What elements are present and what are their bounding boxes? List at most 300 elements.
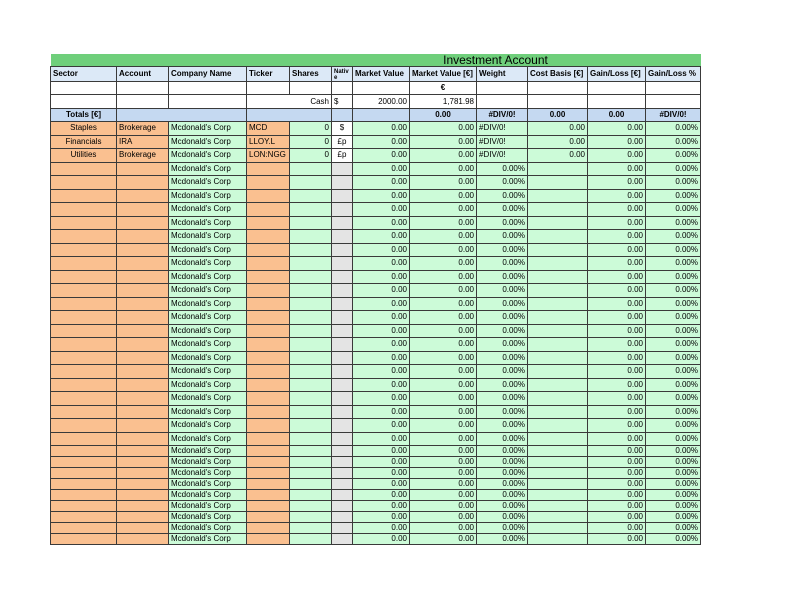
market-value-cell[interactable]: 0.00 (353, 378, 410, 392)
market-value-cell[interactable]: 0.00 (353, 257, 410, 271)
market-value-eur-cell[interactable]: 0.00 (410, 270, 477, 284)
account-cell[interactable] (117, 162, 169, 176)
header-market-value-eur[interactable]: Market Value [€] (410, 67, 477, 82)
company-cell[interactable]: Mcdonald's Corp (169, 149, 247, 163)
cost-basis-cell[interactable] (528, 479, 588, 490)
company-cell[interactable]: Mcdonald's Corp (169, 457, 247, 468)
cost-basis-cell[interactable] (528, 189, 588, 203)
company-cell[interactable]: Mcdonald's Corp (169, 189, 247, 203)
account-cell[interactable] (117, 446, 169, 457)
cost-basis-cell[interactable] (528, 468, 588, 479)
weight-cell[interactable]: 0.00% (477, 243, 528, 257)
account-cell[interactable] (117, 523, 169, 534)
sector-cell[interactable] (51, 284, 117, 298)
currency-cell[interactable]: $ (332, 122, 353, 136)
market-value-cell[interactable]: 0.00 (353, 338, 410, 352)
weight-cell[interactable]: 0.00% (477, 392, 528, 406)
shares-cell[interactable] (290, 243, 332, 257)
shares-cell[interactable] (290, 257, 332, 271)
gain-loss-pct-cell[interactable]: 0.00% (646, 392, 701, 406)
account-cell[interactable] (117, 230, 169, 244)
ticker-cell[interactable] (247, 490, 290, 501)
currency-cell[interactable] (332, 162, 353, 176)
account-cell[interactable] (117, 392, 169, 406)
sector-cell[interactable] (51, 419, 117, 433)
ticker-cell[interactable] (247, 523, 290, 534)
cost-basis-cell[interactable] (528, 419, 588, 433)
market-value-eur-cell[interactable]: 0.00 (410, 189, 477, 203)
company-cell[interactable]: Mcdonald's Corp (169, 446, 247, 457)
ticker-cell[interactable] (247, 284, 290, 298)
company-cell[interactable]: Mcdonald's Corp (169, 176, 247, 190)
market-value-eur-cell[interactable]: 0.00 (410, 392, 477, 406)
cell[interactable] (353, 109, 410, 122)
sector-cell[interactable] (51, 297, 117, 311)
cost-basis-cell[interactable] (528, 365, 588, 379)
market-value-cell[interactable]: 0.00 (353, 203, 410, 217)
account-cell[interactable] (117, 257, 169, 271)
gain-loss-pct-cell[interactable]: 0.00% (646, 446, 701, 457)
currency-cell[interactable] (332, 284, 353, 298)
weight-cell[interactable]: 0.00% (477, 203, 528, 217)
company-cell[interactable]: Mcdonald's Corp (169, 365, 247, 379)
gain-loss-pct-cell[interactable]: 0.00% (646, 176, 701, 190)
company-cell[interactable]: Mcdonald's Corp (169, 270, 247, 284)
market-value-cell[interactable]: 0.00 (353, 457, 410, 468)
market-value-eur-cell[interactable]: 0.00 (410, 135, 477, 149)
shares-cell[interactable] (290, 501, 332, 512)
market-value-cell[interactable]: 0.00 (353, 284, 410, 298)
market-value-eur-cell[interactable]: 0.00 (410, 378, 477, 392)
ticker-cell[interactable] (247, 501, 290, 512)
currency-cell[interactable] (332, 378, 353, 392)
currency-cell[interactable] (332, 338, 353, 352)
company-cell[interactable]: Mcdonald's Corp (169, 534, 247, 545)
company-cell[interactable]: Mcdonald's Corp (169, 257, 247, 271)
ticker-cell[interactable]: LON:NGG (247, 149, 290, 163)
totals-gain-loss-pct[interactable]: #DIV/0! (646, 109, 701, 122)
weight-cell[interactable]: 0.00% (477, 216, 528, 230)
gain-loss-pct-cell[interactable]: 0.00% (646, 405, 701, 419)
market-value-eur-cell[interactable]: 0.00 (410, 149, 477, 163)
gain-loss-cell[interactable]: 0.00 (588, 135, 646, 149)
currency-cell[interactable] (332, 257, 353, 271)
gain-loss-cell[interactable]: 0.00 (588, 432, 646, 446)
account-cell[interactable] (117, 216, 169, 230)
gain-loss-pct-cell[interactable]: 0.00% (646, 162, 701, 176)
sector-cell[interactable] (51, 338, 117, 352)
cost-basis-cell[interactable] (528, 534, 588, 545)
company-cell[interactable]: Mcdonald's Corp (169, 297, 247, 311)
sector-cell[interactable] (51, 216, 117, 230)
weight-cell[interactable]: 0.00% (477, 534, 528, 545)
company-cell[interactable]: Mcdonald's Corp (169, 351, 247, 365)
ticker-cell[interactable] (247, 351, 290, 365)
weight-cell[interactable]: 0.00% (477, 230, 528, 244)
gain-loss-cell[interactable]: 0.00 (588, 297, 646, 311)
market-value-eur-cell[interactable]: 0.00 (410, 338, 477, 352)
account-cell[interactable]: Brokerage (117, 122, 169, 136)
cell[interactable] (588, 82, 646, 95)
shares-cell[interactable] (290, 446, 332, 457)
company-cell[interactable]: Mcdonald's Corp (169, 512, 247, 523)
company-cell[interactable]: Mcdonald's Corp (169, 338, 247, 352)
cost-basis-cell[interactable] (528, 432, 588, 446)
ticker-cell[interactable] (247, 203, 290, 217)
cost-basis-cell[interactable] (528, 243, 588, 257)
cell[interactable] (528, 95, 588, 109)
market-value-cell[interactable]: 0.00 (353, 490, 410, 501)
cell[interactable] (353, 82, 410, 95)
gain-loss-cell[interactable]: 0.00 (588, 324, 646, 338)
account-cell[interactable] (117, 405, 169, 419)
gain-loss-cell[interactable]: 0.00 (588, 216, 646, 230)
shares-cell[interactable] (290, 392, 332, 406)
account-cell[interactable] (117, 176, 169, 190)
currency-cell[interactable] (332, 311, 353, 325)
shares-cell[interactable]: 0 (290, 135, 332, 149)
cost-basis-cell[interactable] (528, 176, 588, 190)
ticker-cell[interactable] (247, 479, 290, 490)
company-cell[interactable]: Mcdonald's Corp (169, 203, 247, 217)
account-cell[interactable] (117, 311, 169, 325)
shares-cell[interactable] (290, 512, 332, 523)
cost-basis-cell[interactable] (528, 257, 588, 271)
company-cell[interactable]: Mcdonald's Corp (169, 230, 247, 244)
currency-cell[interactable] (332, 534, 353, 545)
company-cell[interactable]: Mcdonald's Corp (169, 490, 247, 501)
gain-loss-cell[interactable]: 0.00 (588, 351, 646, 365)
cell[interactable] (117, 82, 169, 95)
sector-cell[interactable]: Staples (51, 122, 117, 136)
market-value-cell[interactable]: 0.00 (353, 230, 410, 244)
gain-loss-pct-cell[interactable]: 0.00% (646, 457, 701, 468)
shares-cell[interactable] (290, 176, 332, 190)
shares-cell[interactable] (290, 162, 332, 176)
currency-cell[interactable] (332, 392, 353, 406)
market-value-eur-cell[interactable]: 0.00 (410, 405, 477, 419)
sector-cell[interactable] (51, 230, 117, 244)
market-value-cell[interactable]: 0.00 (353, 523, 410, 534)
gain-loss-cell[interactable]: 0.00 (588, 501, 646, 512)
gain-loss-pct-cell[interactable]: 0.00% (646, 534, 701, 545)
ticker-cell[interactable]: LLOY.L (247, 135, 290, 149)
header-company[interactable]: Company Name (169, 67, 247, 82)
shares-cell[interactable]: 0 (290, 149, 332, 163)
company-cell[interactable]: Mcdonald's Corp (169, 243, 247, 257)
ticker-cell[interactable] (247, 162, 290, 176)
gain-loss-pct-cell[interactable]: 0.00% (646, 257, 701, 271)
market-value-cell[interactable]: 0.00 (353, 324, 410, 338)
company-cell[interactable]: Mcdonald's Corp (169, 324, 247, 338)
sector-cell[interactable] (51, 534, 117, 545)
ticker-cell[interactable] (247, 534, 290, 545)
gain-loss-cell[interactable]: 0.00 (588, 162, 646, 176)
market-value-cell[interactable]: 0.00 (353, 512, 410, 523)
sector-cell[interactable] (51, 490, 117, 501)
cost-basis-cell[interactable]: 0.00 (528, 122, 588, 136)
sector-cell[interactable] (51, 405, 117, 419)
ticker-cell[interactable] (247, 338, 290, 352)
ticker-cell[interactable] (247, 230, 290, 244)
cost-basis-cell[interactable] (528, 405, 588, 419)
market-value-cell[interactable]: 0.00 (353, 468, 410, 479)
weight-cell[interactable]: 0.00% (477, 405, 528, 419)
market-value-cell[interactable]: 0.00 (353, 405, 410, 419)
header-native-currency[interactable]: Native (332, 67, 353, 82)
cost-basis-cell[interactable] (528, 446, 588, 457)
company-cell[interactable]: Mcdonald's Corp (169, 311, 247, 325)
cost-basis-cell[interactable] (528, 284, 588, 298)
currency-cell[interactable] (332, 270, 353, 284)
market-value-eur-cell[interactable]: 0.00 (410, 297, 477, 311)
sector-cell[interactable] (51, 479, 117, 490)
cell[interactable] (588, 95, 646, 109)
ticker-cell[interactable] (247, 512, 290, 523)
header-market-value[interactable]: Market Value (353, 67, 410, 82)
cell[interactable] (247, 109, 332, 122)
gain-loss-cell[interactable]: 0.00 (588, 378, 646, 392)
sector-cell[interactable] (51, 351, 117, 365)
cell[interactable] (332, 109, 353, 122)
cell[interactable] (646, 82, 701, 95)
cost-basis-cell[interactable]: 0.00 (528, 135, 588, 149)
market-value-eur-cell[interactable]: 0.00 (410, 523, 477, 534)
totals-label[interactable]: Totals [€] (51, 109, 117, 122)
sector-cell[interactable] (51, 446, 117, 457)
account-cell[interactable] (117, 490, 169, 501)
shares-cell[interactable] (290, 216, 332, 230)
account-cell[interactable] (117, 512, 169, 523)
cost-basis-cell[interactable] (528, 523, 588, 534)
cell[interactable] (247, 82, 290, 95)
weight-cell[interactable]: 0.00% (477, 446, 528, 457)
market-value-eur-cell[interactable]: 0.00 (410, 512, 477, 523)
market-value-cell[interactable]: 0.00 (353, 446, 410, 457)
shares-cell[interactable] (290, 534, 332, 545)
gain-loss-cell[interactable]: 0.00 (588, 149, 646, 163)
gain-loss-cell[interactable]: 0.00 (588, 457, 646, 468)
company-cell[interactable]: Mcdonald's Corp (169, 432, 247, 446)
gain-loss-cell[interactable]: 0.00 (588, 512, 646, 523)
currency-cell[interactable] (332, 176, 353, 190)
market-value-cell[interactable]: 0.00 (353, 189, 410, 203)
weight-cell[interactable]: 0.00% (477, 468, 528, 479)
cost-basis-cell[interactable] (528, 338, 588, 352)
company-cell[interactable]: Mcdonald's Corp (169, 392, 247, 406)
currency-cell[interactable] (332, 432, 353, 446)
market-value-eur-cell[interactable]: 0.00 (410, 257, 477, 271)
market-value-eur-cell[interactable]: 0.00 (410, 216, 477, 230)
market-value-cell[interactable]: 0.00 (353, 270, 410, 284)
cost-basis-cell[interactable] (528, 311, 588, 325)
gain-loss-cell[interactable]: 0.00 (588, 257, 646, 271)
currency-cell[interactable] (332, 243, 353, 257)
gain-loss-pct-cell[interactable]: 0.00% (646, 122, 701, 136)
shares-cell[interactable] (290, 297, 332, 311)
market-value-eur-cell[interactable]: 0.00 (410, 176, 477, 190)
market-value-eur-cell[interactable]: 0.00 (410, 324, 477, 338)
gain-loss-pct-cell[interactable]: 0.00% (646, 324, 701, 338)
gain-loss-cell[interactable]: 0.00 (588, 446, 646, 457)
cash-market-value-eur[interactable]: 1,781.98 (410, 95, 477, 109)
gain-loss-cell[interactable]: 0.00 (588, 405, 646, 419)
company-cell[interactable]: Mcdonald's Corp (169, 216, 247, 230)
gain-loss-pct-cell[interactable]: 0.00% (646, 338, 701, 352)
gain-loss-cell[interactable]: 0.00 (588, 523, 646, 534)
shares-cell[interactable] (290, 479, 332, 490)
company-cell[interactable]: Mcdonald's Corp (169, 419, 247, 433)
cell[interactable] (169, 95, 247, 109)
gain-loss-pct-cell[interactable]: 0.00% (646, 523, 701, 534)
account-cell[interactable] (117, 534, 169, 545)
weight-cell[interactable]: 0.00% (477, 257, 528, 271)
gain-loss-cell[interactable]: 0.00 (588, 479, 646, 490)
weight-cell[interactable]: 0.00% (477, 176, 528, 190)
cell[interactable] (290, 82, 332, 95)
ticker-cell[interactable] (247, 468, 290, 479)
account-cell[interactable] (117, 324, 169, 338)
totals-cost-basis[interactable]: 0.00 (528, 109, 588, 122)
company-cell[interactable]: Mcdonald's Corp (169, 378, 247, 392)
cost-basis-cell[interactable] (528, 203, 588, 217)
company-cell[interactable]: Mcdonald's Corp (169, 501, 247, 512)
company-cell[interactable]: Mcdonald's Corp (169, 523, 247, 534)
currency-cell[interactable] (332, 479, 353, 490)
market-value-cell[interactable]: 0.00 (353, 243, 410, 257)
market-value-eur-cell[interactable]: 0.00 (410, 468, 477, 479)
gain-loss-cell[interactable]: 0.00 (588, 311, 646, 325)
gain-loss-cell[interactable]: 0.00 (588, 284, 646, 298)
currency-cell[interactable] (332, 457, 353, 468)
currency-cell[interactable] (332, 446, 353, 457)
market-value-cell[interactable]: 0.00 (353, 534, 410, 545)
gain-loss-cell[interactable]: 0.00 (588, 534, 646, 545)
cell[interactable] (51, 82, 117, 95)
ticker-cell[interactable] (247, 365, 290, 379)
company-cell[interactable]: Mcdonald's Corp (169, 468, 247, 479)
ticker-cell[interactable] (247, 257, 290, 271)
currency-cell[interactable]: £p (332, 135, 353, 149)
gain-loss-pct-cell[interactable]: 0.00% (646, 297, 701, 311)
cell[interactable] (646, 95, 701, 109)
shares-cell[interactable] (290, 457, 332, 468)
header-cost-basis[interactable]: Cost Basis [€] (528, 67, 588, 82)
weight-cell[interactable]: 0.00% (477, 284, 528, 298)
weight-cell[interactable]: 0.00% (477, 365, 528, 379)
market-value-cell[interactable]: 0.00 (353, 392, 410, 406)
account-cell[interactable] (117, 270, 169, 284)
cost-basis-cell[interactable] (528, 457, 588, 468)
gain-loss-pct-cell[interactable]: 0.00% (646, 216, 701, 230)
market-value-cell[interactable]: 0.00 (353, 122, 410, 136)
market-value-eur-cell[interactable]: 0.00 (410, 230, 477, 244)
account-cell[interactable] (117, 457, 169, 468)
company-cell[interactable]: Mcdonald's Corp (169, 162, 247, 176)
account-cell[interactable] (117, 432, 169, 446)
account-cell[interactable] (117, 203, 169, 217)
ticker-cell[interactable] (247, 311, 290, 325)
account-cell[interactable] (117, 501, 169, 512)
shares-cell[interactable] (290, 270, 332, 284)
gain-loss-pct-cell[interactable]: 0.00% (646, 203, 701, 217)
weight-cell[interactable]: 0.00% (477, 490, 528, 501)
header-gain-loss-pct[interactable]: Gain/Loss % (646, 67, 701, 82)
market-value-eur-cell[interactable]: 0.00 (410, 162, 477, 176)
gain-loss-pct-cell[interactable]: 0.00% (646, 468, 701, 479)
ticker-cell[interactable] (247, 270, 290, 284)
weight-cell[interactable]: 0.00% (477, 324, 528, 338)
shares-cell[interactable] (290, 284, 332, 298)
cell[interactable] (117, 95, 169, 109)
sector-cell[interactable] (51, 270, 117, 284)
gain-loss-pct-cell[interactable]: 0.00% (646, 189, 701, 203)
market-value-cell[interactable]: 0.00 (353, 176, 410, 190)
sector-cell[interactable] (51, 432, 117, 446)
market-value-eur-cell[interactable]: 0.00 (410, 479, 477, 490)
market-value-cell[interactable]: 0.00 (353, 162, 410, 176)
gain-loss-cell[interactable]: 0.00 (588, 419, 646, 433)
account-cell[interactable] (117, 243, 169, 257)
sector-cell[interactable] (51, 468, 117, 479)
weight-cell[interactable]: 0.00% (477, 189, 528, 203)
company-cell[interactable]: Mcdonald's Corp (169, 122, 247, 136)
weight-cell[interactable]: 0.00% (477, 479, 528, 490)
market-value-cell[interactable]: 0.00 (353, 419, 410, 433)
gain-loss-cell[interactable]: 0.00 (588, 122, 646, 136)
gain-loss-cell[interactable]: 0.00 (588, 270, 646, 284)
gain-loss-cell[interactable]: 0.00 (588, 490, 646, 501)
gain-loss-pct-cell[interactable]: 0.00% (646, 378, 701, 392)
shares-cell[interactable] (290, 378, 332, 392)
ticker-cell[interactable] (247, 189, 290, 203)
gain-loss-pct-cell[interactable]: 0.00% (646, 149, 701, 163)
weight-cell[interactable]: #DIV/0! (477, 135, 528, 149)
cell[interactable] (332, 82, 353, 95)
shares-cell[interactable] (290, 324, 332, 338)
shares-cell[interactable] (290, 189, 332, 203)
euro-symbol-cell[interactable]: € (410, 82, 477, 95)
account-cell[interactable] (117, 365, 169, 379)
shares-cell[interactable]: 0 (290, 122, 332, 136)
ticker-cell[interactable] (247, 392, 290, 406)
weight-cell[interactable]: 0.00% (477, 512, 528, 523)
header-gain-loss[interactable]: Gain/Loss [€] (588, 67, 646, 82)
sector-cell[interactable] (51, 324, 117, 338)
sector-cell[interactable] (51, 457, 117, 468)
gain-loss-pct-cell[interactable]: 0.00% (646, 512, 701, 523)
market-value-cell[interactable]: 0.00 (353, 351, 410, 365)
weight-cell[interactable]: 0.00% (477, 311, 528, 325)
sector-cell[interactable] (51, 257, 117, 271)
gain-loss-pct-cell[interactable]: 0.00% (646, 270, 701, 284)
company-cell[interactable]: Mcdonald's Corp (169, 284, 247, 298)
sector-cell[interactable] (51, 378, 117, 392)
cash-label[interactable]: Cash (247, 95, 332, 109)
sector-cell[interactable] (51, 162, 117, 176)
sector-cell[interactable] (51, 501, 117, 512)
currency-cell[interactable] (332, 297, 353, 311)
cell[interactable] (51, 95, 117, 109)
market-value-eur-cell[interactable]: 0.00 (410, 490, 477, 501)
market-value-cell[interactable]: 0.00 (353, 297, 410, 311)
sector-cell[interactable] (51, 512, 117, 523)
weight-cell[interactable]: 0.00% (477, 432, 528, 446)
header-account[interactable]: Account (117, 67, 169, 82)
cost-basis-cell[interactable] (528, 392, 588, 406)
market-value-eur-cell[interactable]: 0.00 (410, 534, 477, 545)
header-shares[interactable]: Shares (290, 67, 332, 82)
